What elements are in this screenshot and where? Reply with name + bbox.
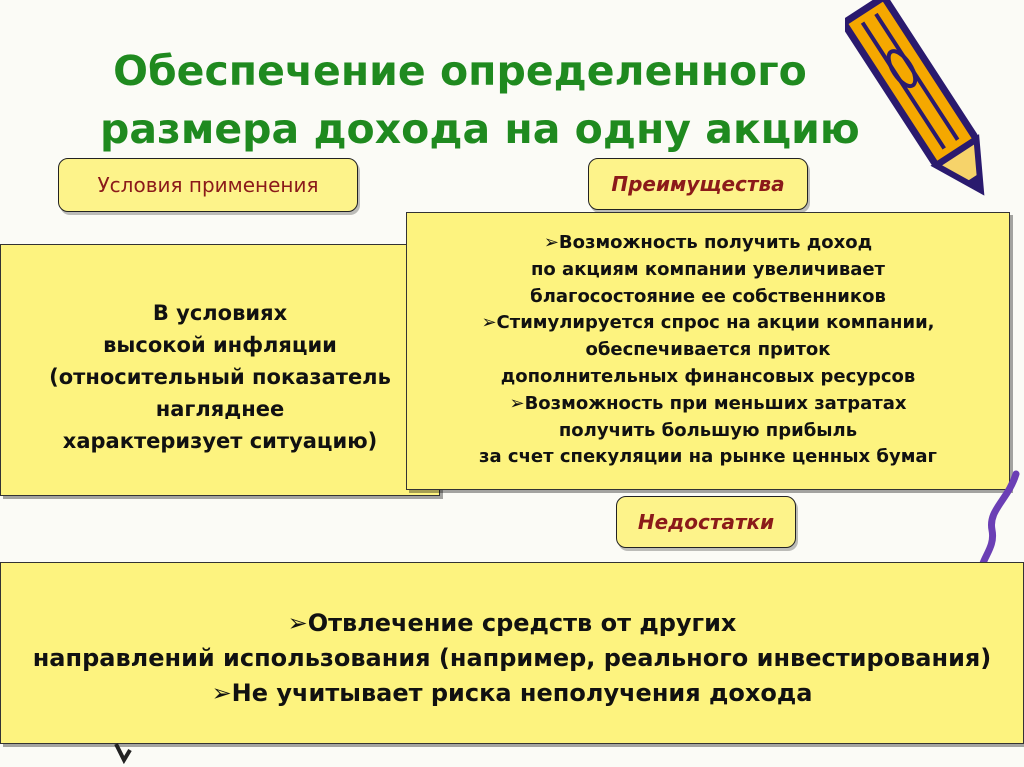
advantages-line: ➢Возможность при меньших затратах bbox=[509, 392, 907, 414]
disadvantages-label bbox=[616, 496, 796, 548]
advantages-label bbox=[588, 158, 808, 210]
disadvantages-panel bbox=[0, 562, 1024, 744]
disadvantages-line: направлений использования (например, реального инвестирования) bbox=[32, 644, 992, 672]
advantages-line: ➢Стимулируется спрос на акции компании, bbox=[481, 312, 935, 334]
conditions-label-text: Условия применения bbox=[97, 173, 319, 197]
advantages-line: ➢Возможность получить доход bbox=[543, 232, 873, 253]
disadvantages-label-text: Недостатки bbox=[637, 510, 775, 534]
conditions-line: нагляднее bbox=[155, 397, 285, 421]
advantages-line: за счет спекуляции на рынке ценных бумаг bbox=[479, 446, 937, 468]
title-line-2: размера дохода на одну акцию bbox=[100, 105, 860, 153]
disadvantages-line: ➢Не учитывает риска неполучения дохода bbox=[211, 679, 813, 707]
advantages-label-text: Преимущества bbox=[611, 172, 785, 196]
disadvantages-line: ➢Отвлечение средств от других bbox=[287, 609, 737, 637]
advantages-line: получить большую прибыль bbox=[558, 419, 858, 441]
page-title bbox=[100, 42, 860, 158]
conditions-panel bbox=[0, 244, 440, 496]
advantages-line: обеспечивается приток bbox=[585, 339, 831, 361]
advantages-line: по акциям компании увеличивает bbox=[530, 258, 885, 280]
pencil-icon bbox=[845, 0, 1015, 220]
advantages-line: благосостояние ее собственников bbox=[530, 285, 886, 307]
conditions-line: характеризует ситуацию) bbox=[62, 429, 378, 453]
conditions-line: высокой инфляции bbox=[103, 333, 337, 357]
advantages-line: дополнительных финансовых ресурсов bbox=[500, 365, 916, 387]
advantages-panel bbox=[406, 212, 1010, 490]
conditions-line: В условиях bbox=[152, 301, 288, 325]
title-line-1: Обеспечение определенного bbox=[113, 47, 807, 95]
conditions-label bbox=[58, 158, 358, 212]
tick-mark bbox=[112, 740, 136, 764]
conditions-line: (относительный показатель bbox=[49, 365, 391, 389]
